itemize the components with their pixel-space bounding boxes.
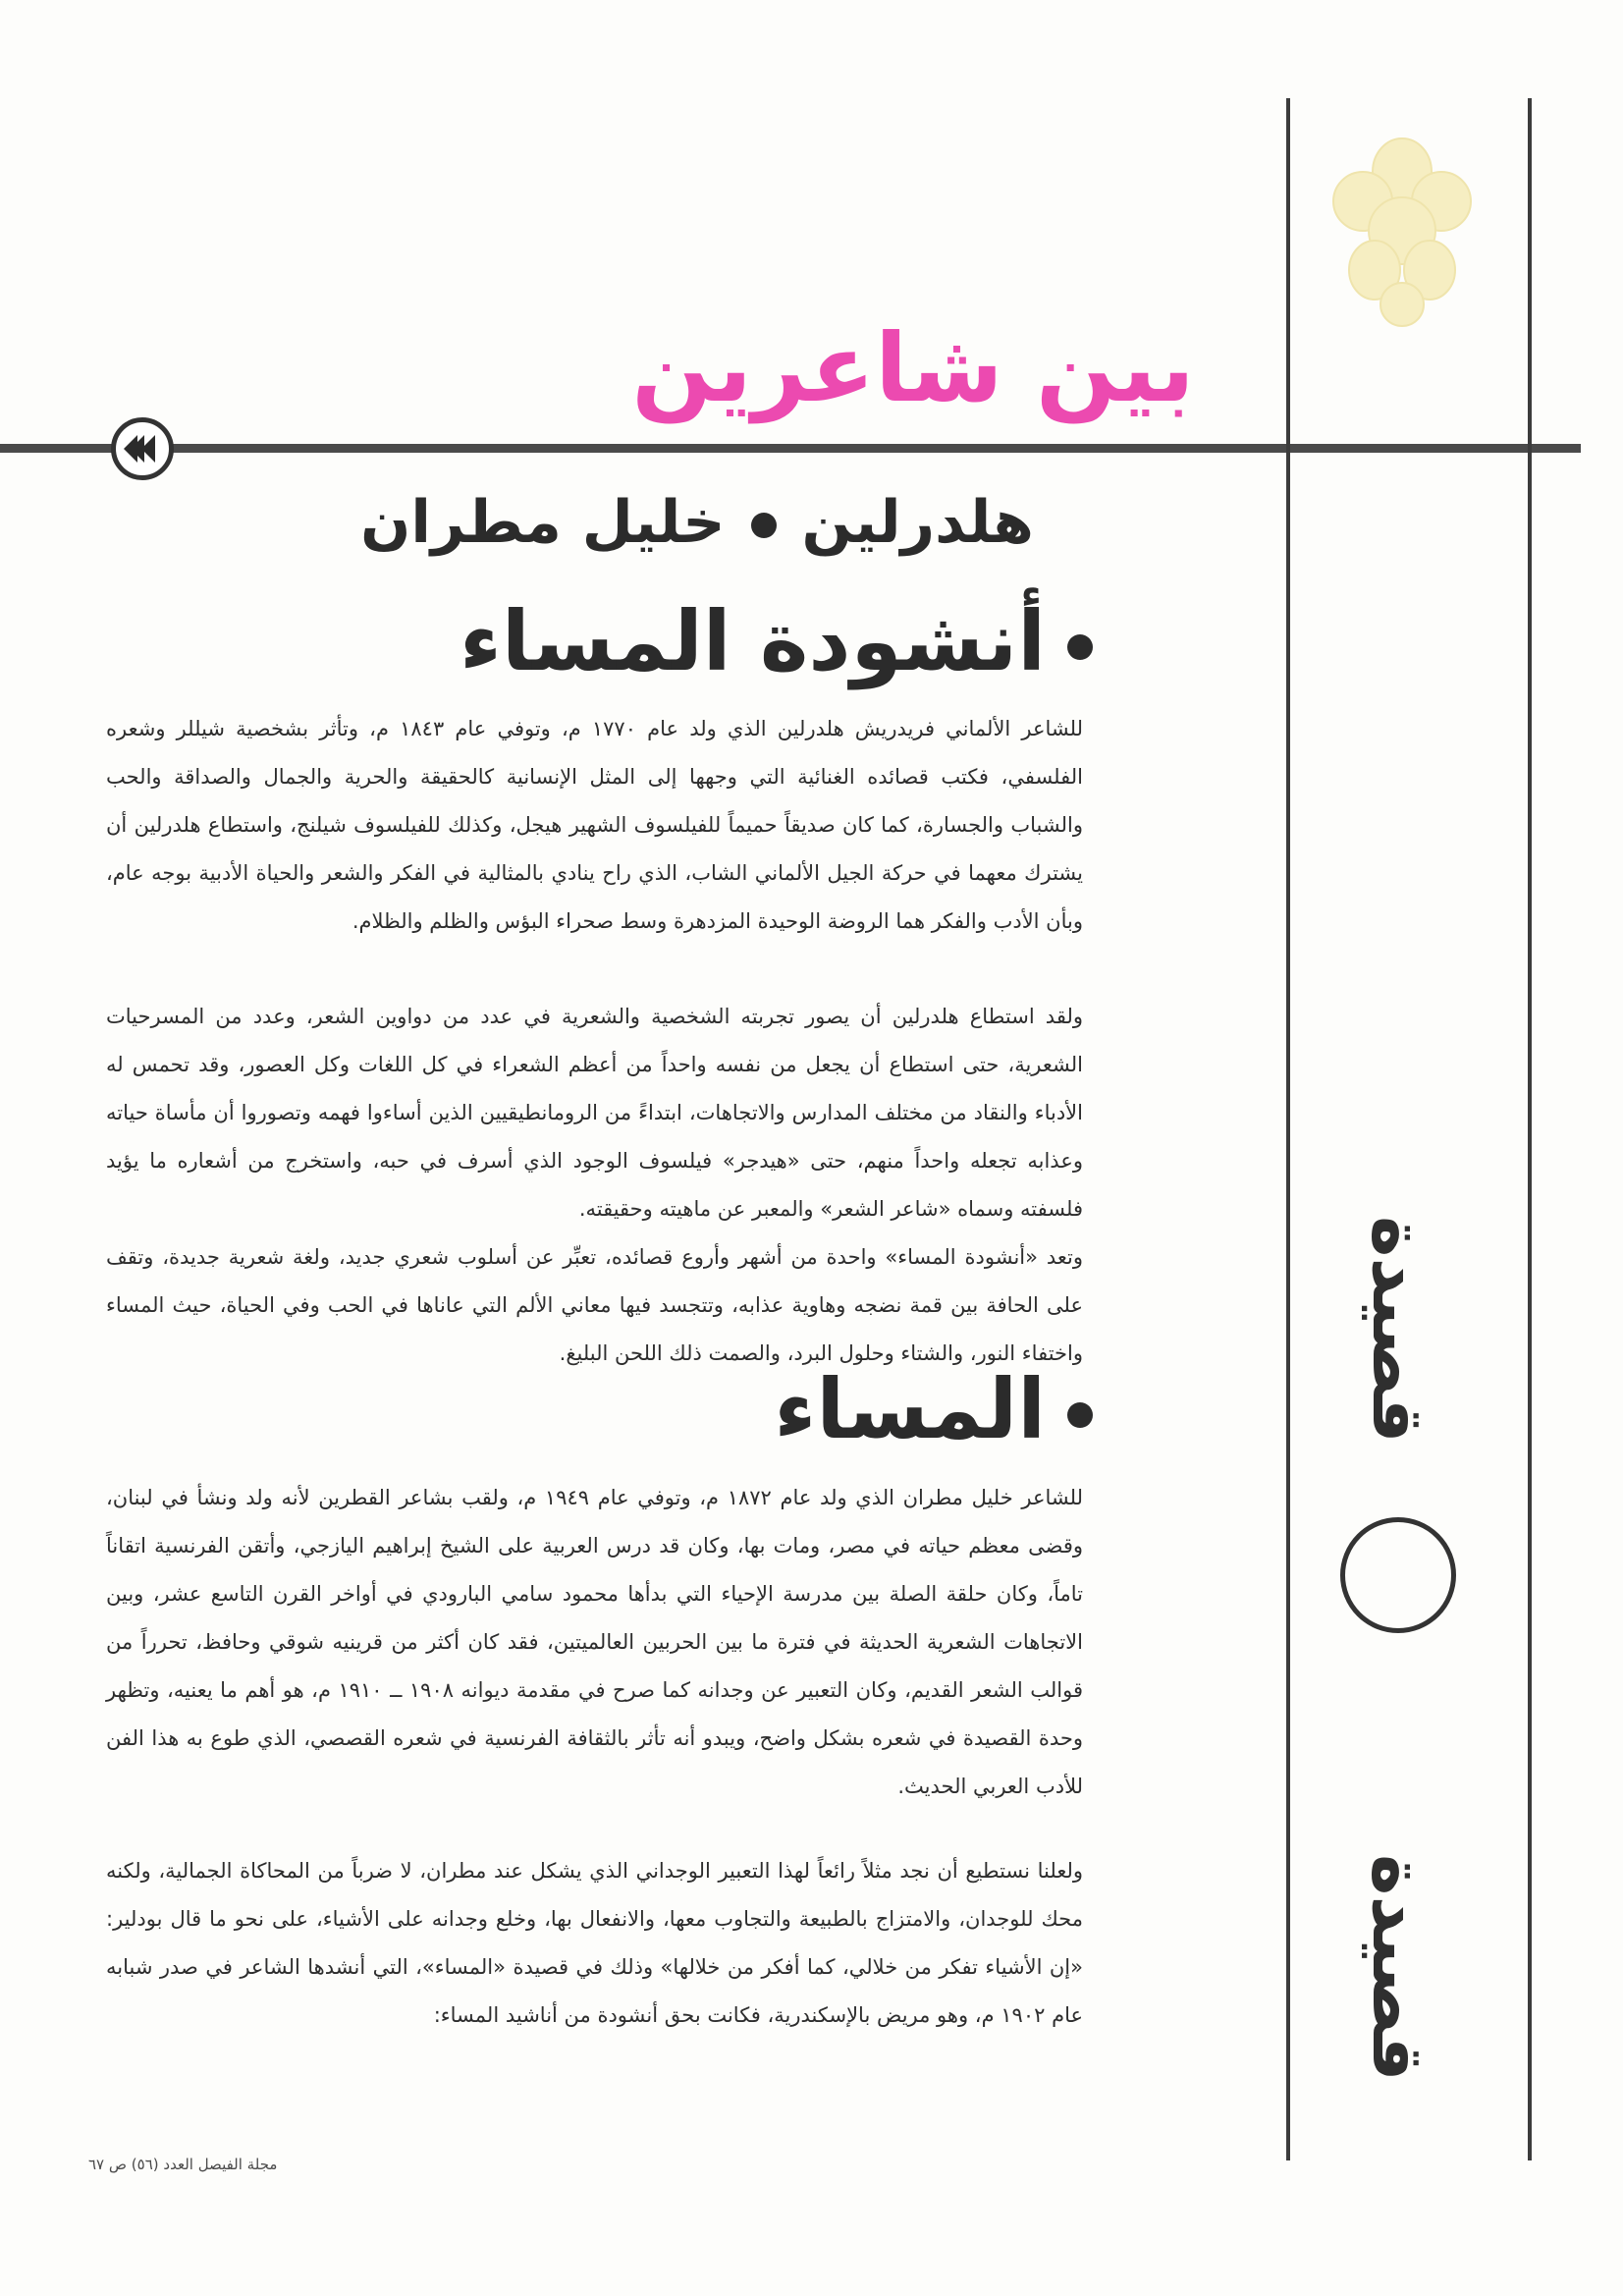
vertical-rule-right (1528, 98, 1532, 2160)
circle-ornament (1340, 1517, 1456, 1633)
page-footer-citation: مجلة الفيصل العدد (٥٦) ص ٦٧ (88, 2156, 278, 2173)
bullet-dot-icon (1067, 1402, 1093, 1428)
vertical-rule-left (1286, 98, 1290, 2160)
flower-motif-icon (1324, 133, 1481, 329)
horizontal-rule (0, 444, 1581, 453)
poet-a-name: هلدرلين (801, 488, 1034, 557)
series-title: بين شاعرين (631, 313, 1195, 423)
section-heading-1-text: أنشودة المساء (459, 593, 1046, 689)
article-paragraph: ولقد استطاع هلدرلين أن يصور تجربته الشخصية والشعرية في عدد من دواوين الشعر، وعدد من المسرحيات الشعرية، حتى استطاع أن يجعل من نفسه واحداً من أعظم الشعراء في كل اللغات وكل العصور، وقد تحمس له الأدباء والنقاد من مختلف المدارس والاتجاهات، ابتداءً من الرومانطيقيين الذين أساءوا فهمه وتصوروا أن مأساة حياته وعذابه تجعله واحداً منهم، حتى «هيدجر» فيلسوف الوجود الذي أسرف في حبه، واستخرج من أشعاره ما يؤيد فلسفته وسماه «شاعر الشعر» والمعبر عن ماهيته وحقيقته. (106, 1005, 1083, 1221)
bullet-dot-icon (751, 513, 777, 538)
poets-line (324, 483, 1070, 562)
article-paragraph: ولعلنا نستطيع أن نجد مثلاً رائعاً لهذا التعبير الوجداني الذي يشكل عند مطران، لا ضرباً من المحاكاة الجمالية، ولكنه محك للوجدان، والامتزاج بالطبيعة والتجاوب معها، والانفعال بها، وخلع وجدانه على الأشياء، على نحو ما قال بودلير: «إن الأشياء تفكر من خلالي، كما أفكر من خلالها» وذلك في قصيدة «المساء»، التي أنشدها الشاعر في صدر شبابه عام ١٩٠٢ م، وهو مريض بالإسكندرية، فكانت بحق أنشودة من أناشيد المساء: (106, 1859, 1083, 2027)
side-label-qasida-bottom: قصيدة (1357, 1854, 1439, 2082)
article-paragraph: وتعد «أنشودة المساء» واحدة من أشهر وأروع قصائده، تعبِّر عن أسلوب شعري جديد، ولغة شعرية جديدة، وتقف على الحافة بين قمة نضجه وهاوية عذابه، وتتجسد فيها معاني الألم التي عاناها في الحب وفي الحياة، حيث المساء واختفاء النور، والشتاء وحلول البرد، والصمت ذلك اللحن البليغ. (106, 1245, 1083, 1365)
bullet-dot-icon (1067, 634, 1093, 660)
section-heading-2 (774, 1355, 1093, 1463)
article-paragraph: للشاعر خليل مطران الذي ولد عام ١٨٧٢ م، وتوفي عام ١٩٤٩ م، ولقب بشاعر القطرين لأنه ولد ونشأ في لبنان، وقضى معظم حياته في مصر، ومات بها، وكان قد درس العربية على الشيخ إبراهيم اليازجي، وأتقن الفرنسية اتقاناً تاماً، وكان حلقة الصلة بين مدرسة الإحياء التي بدأها محمود سامي البارودي في أواخر القرن التاسع عشر، وبين الاتجاهات الشعرية الحديثة في فترة ما بين الحربين العالميتين، فقد كان أكثر من قرينيه شوقي وحافظ، تحرراً من قوالب الشعر القديم، وكان التعبير عن وجدانه كما صرح في مقدمة ديوانه ١٩٠٨ ــ ١٩١٠ م، هو أهم ما يعنيه، وتظهر وحدة القصيدة في شعره بشكل واضح، ويبدو أنه تأثر بالثقافة الفرنسية في شعره القصصي، الذي طوع به هذا الفن للأدب العربي الحديث. (106, 1486, 1083, 1798)
side-label-qasida-top: قصيدة (1357, 1216, 1439, 1444)
poet-b-name: خليل مطران (360, 488, 726, 557)
section-heading-2-text: المساء (774, 1361, 1046, 1457)
article-paragraph: للشاعر الألماني فريدريش هلدرلين الذي ولد عام ١٧٧٠ م، وتوفي عام ١٨٤٣ م، وتأثر بشخصية شيللر وشعره الفلسفي، فكتب قصائده الغنائية التي وجهها إلى المثل الإنسانية كالحقيقة والحرية والجمال والصداقة والحب والشباب والجسارة، كما كان صديقاً حميماً للفيلسوف الشهير هيجل، وكذلك للفيلسوف شيلنج، واستطاع هلدرلين أن يشترك معهما في حركة الجيل الألماني الشاب، الذي راح ينادي بالمثالية في الفكر والشعر والحياة الأدبية بوجه عام، وبأن الأدب والفكر هما الروضة الوحيدة المزدهرة وسط صحراء البؤس والظلم والظلام. (106, 717, 1083, 933)
section-heading-1 (460, 587, 1093, 695)
double-arrow-icon (111, 417, 174, 480)
